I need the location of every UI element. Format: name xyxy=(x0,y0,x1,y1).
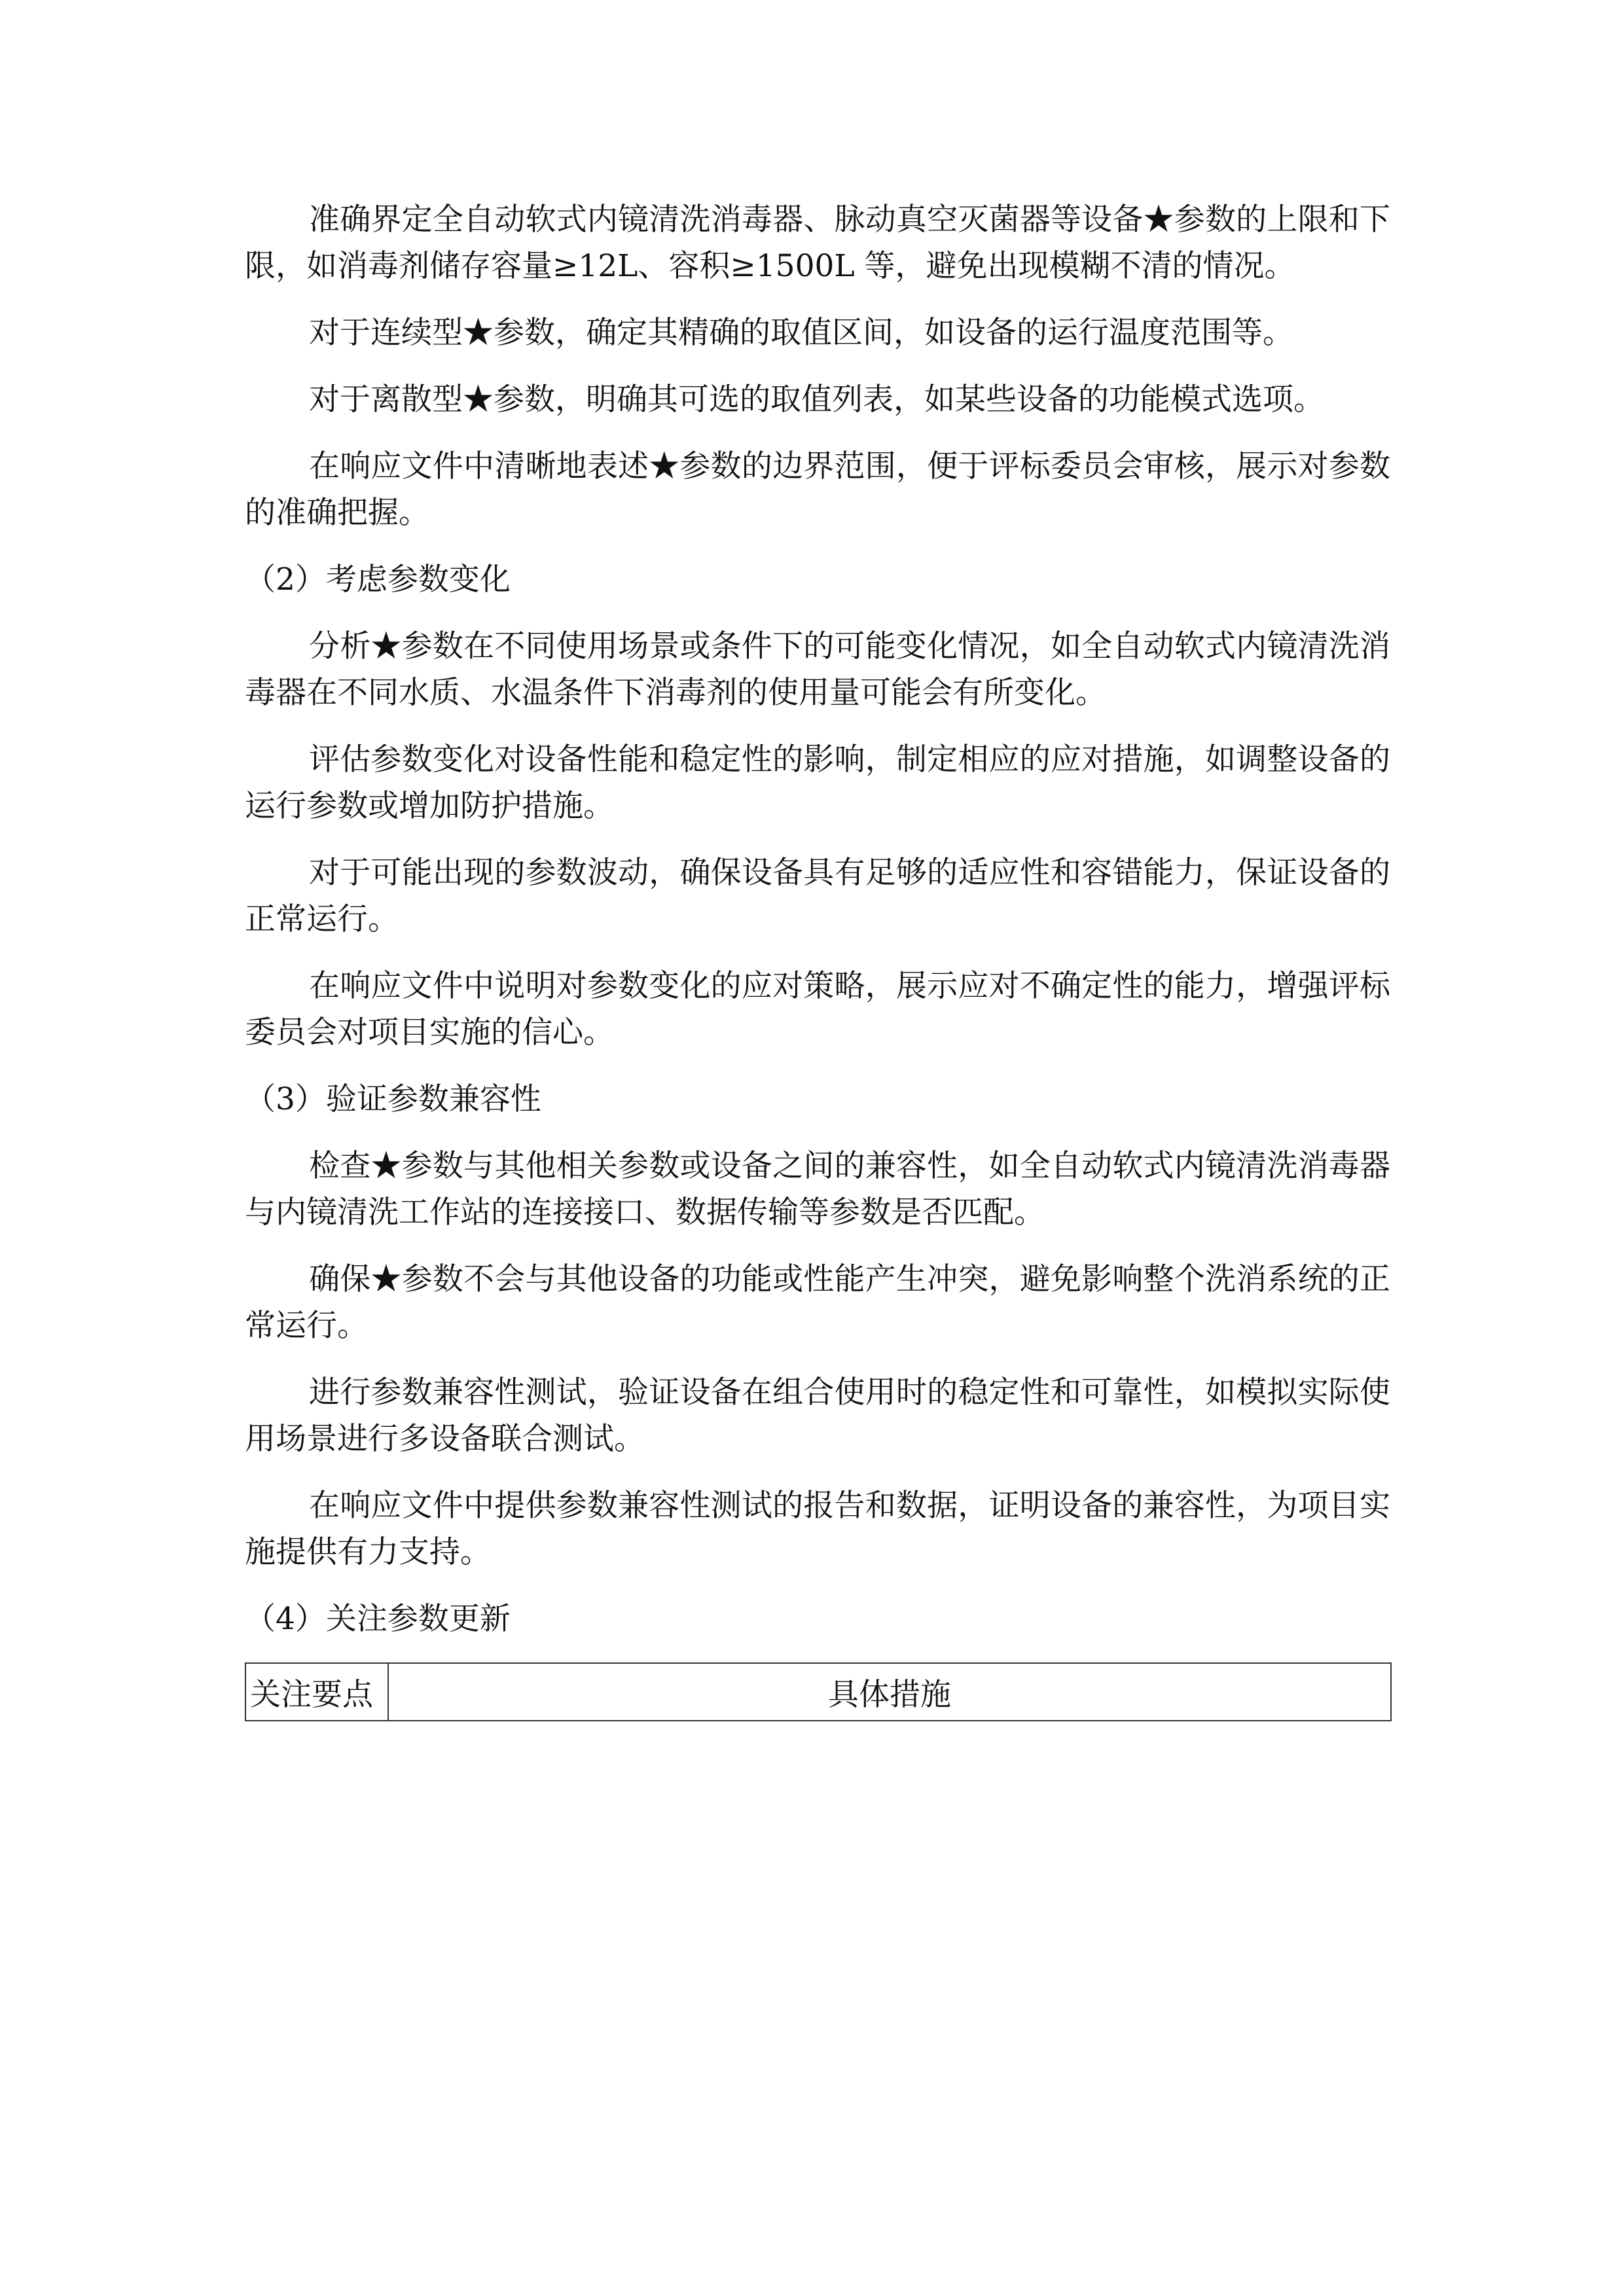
measures-table xyxy=(245,1662,1392,1721)
paragraph: 检查★参数与其他相关参数或设备之间的兼容性，如全自动软式内镜清洗消毒器与内镜清洗工作站的连接接口、数据传输等参数是否匹配。 xyxy=(245,1148,1390,1230)
paragraph: 在响应文件中提供参数兼容性测试的报告和数据，证明设备的兼容性，为项目实施提供有力支持。 xyxy=(245,1488,1390,1570)
paragraph: 分析★参数在不同使用场景或条件下的可能变化情况，如全自动软式内镜清洗消毒器在不同水质、水温条件下消毒剂的使用量可能会有所变化。 xyxy=(245,628,1390,711)
paragraph: 准确界定全自动软式内镜清洗消毒器、脉动真空灭菌器等设备★参数的上限和下限，如消毒剂储存容量≥12L、容积≥1500L 等，避免出现模糊不清的情况。 xyxy=(245,202,1390,284)
section-heading: （2）考虑参数变化 xyxy=(245,562,511,598)
paragraph: 进行参数兼容性测试，验证设备在组合使用时的稳定性和可靠性，如模拟实际使用场景进行多设备联合测试。 xyxy=(245,1374,1390,1457)
document-body xyxy=(245,196,1390,1721)
table-header-focus-point: 关注要点 xyxy=(245,1663,388,1721)
paragraph: 对于连续型★参数，确定其精确的取值区间，如设备的运行温度范围等。 xyxy=(309,315,1293,351)
table-header-specific-measures: 具体措施 xyxy=(388,1663,1391,1721)
paragraph: 在响应文件中清晰地表述★参数的边界范围，便于评标委员会审核，展示对参数的准确把握。 xyxy=(245,448,1390,531)
paragraph: 对于离散型★参数，明确其可选的取值列表，如某些设备的功能模式选项。 xyxy=(309,382,1324,418)
paragraph: 确保★参数不会与其他设备的功能或性能产生冲突，避免影响整个洗消系统的正常运行。 xyxy=(245,1261,1390,1344)
section-heading: （3）验证参数兼容性 xyxy=(245,1081,541,1117)
table-header-row xyxy=(245,1663,1391,1721)
paragraph: 对于可能出现的参数波动，确保设备具有足够的适应性和容错能力，保证设备的正常运行。 xyxy=(245,855,1390,937)
paragraph: 评估参数变化对设备性能和稳定性的影响，制定相应的应对措施，如调整设备的运行参数或增加防护措施。 xyxy=(245,742,1390,824)
paragraph: 在响应文件中说明对参数变化的应对策略，展示应对不确定性的能力，增强评标委员会对项目实施的信心。 xyxy=(245,968,1390,1050)
section-heading: （4）关注参数更新 xyxy=(245,1601,511,1637)
